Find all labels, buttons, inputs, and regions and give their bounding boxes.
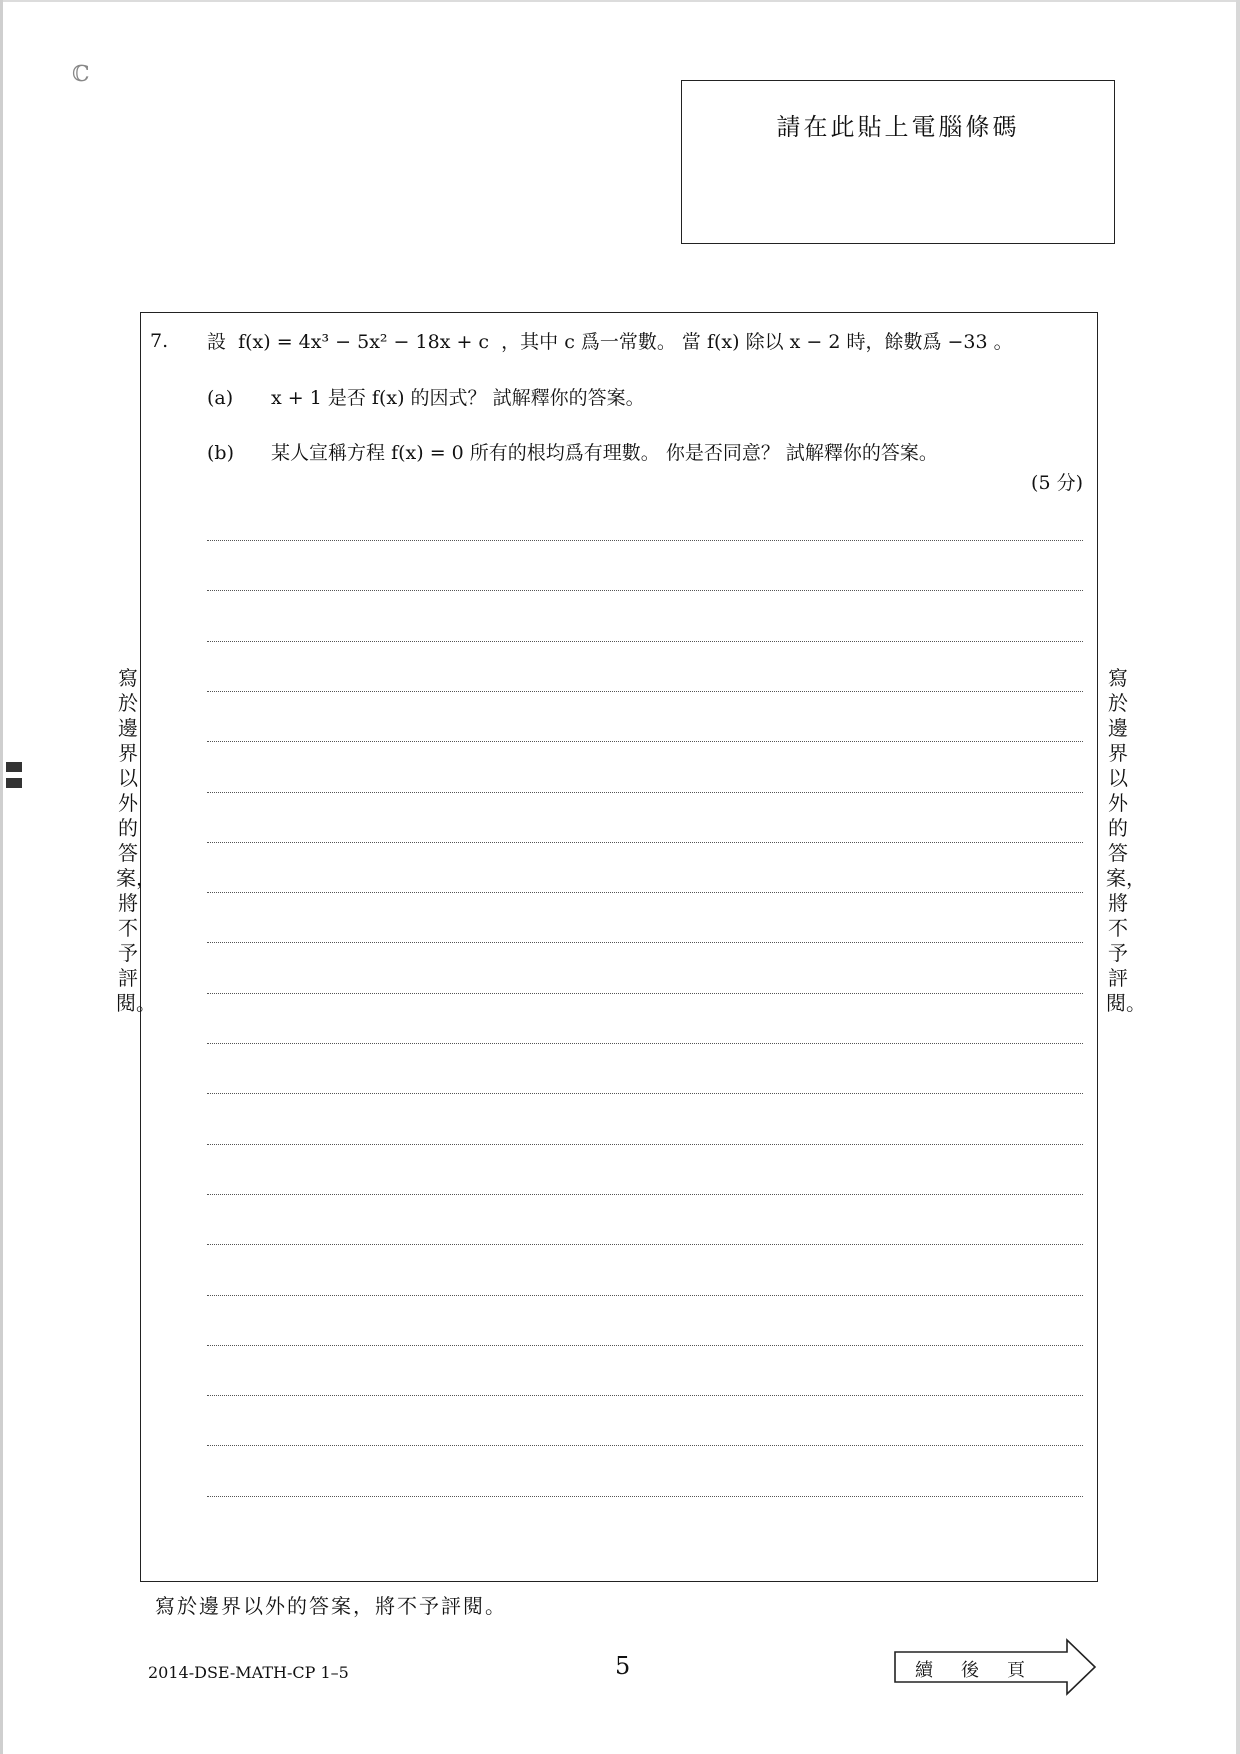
scan-edge-right <box>1236 0 1240 1754</box>
answer-line <box>207 1295 1083 1296</box>
corner-mark: ℂ <box>72 62 90 87</box>
paper-code: 2014-DSE-MATH-CP 1–5 <box>148 1663 349 1682</box>
answer-line <box>207 1194 1083 1195</box>
question-part-a <box>207 383 645 410</box>
answer-line <box>207 1093 1083 1094</box>
question-number: 7. <box>150 330 169 352</box>
scan-edge-top <box>0 0 1240 2</box>
answer-line <box>207 741 1083 742</box>
answer-box <box>140 312 1098 1582</box>
answer-line <box>207 792 1083 793</box>
answer-line <box>207 691 1083 692</box>
marks-allocation: (5 分) <box>1031 472 1083 494</box>
answer-line <box>207 1345 1083 1346</box>
stem-condition: ，其中 c 爲一常數。 當 f(x) 除以 x − 2 時，餘數爲 −33 。 <box>501 331 1013 353</box>
side-note-right: 寫於邊界以外的答案，將不予評閱。 <box>1106 666 1146 1015</box>
stem-intro: 設 <box>207 331 227 353</box>
continue-label: 續後頁 <box>915 1660 1053 1681</box>
scan-edge-left <box>0 0 3 1754</box>
answer-line <box>207 540 1083 541</box>
part-text: x + 1 是否 f(x) 的因式？ 試解釋你的答案。 <box>271 387 645 409</box>
binding-mark <box>6 762 22 772</box>
barcode-box <box>681 80 1115 244</box>
part-tag: (b) <box>207 442 234 464</box>
answer-line <box>207 942 1083 943</box>
answer-line <box>207 842 1083 843</box>
answer-line <box>207 1244 1083 1245</box>
question-stem <box>207 327 1013 354</box>
question-part-b <box>207 438 938 465</box>
continue-arrow <box>893 1638 1099 1696</box>
barcode-label: 請在此貼上電腦條碼 <box>776 113 1020 141</box>
binding-mark <box>6 778 22 788</box>
answer-line <box>207 641 1083 642</box>
answer-line <box>207 1395 1083 1396</box>
answer-line <box>207 892 1083 893</box>
answer-line <box>207 1496 1083 1497</box>
page-number: 5 <box>615 1652 631 1680</box>
answer-line <box>207 1043 1083 1044</box>
part-tag: (a) <box>207 387 234 409</box>
part-text: 某人宣稱方程 f(x) = 0 所有的根均爲有理數。 你是否同意？ 試解釋你的答案。 <box>271 442 938 464</box>
side-note-left: 寫於邊界以外的答案，將不予評閱。 <box>116 666 156 1015</box>
footer-note: 寫於邊界以外的答案，將不予評閱。 <box>155 1594 507 1618</box>
stem-function: f(x) = 4x³ − 5x² − 18x + c <box>238 331 490 353</box>
binding-marks <box>6 762 24 794</box>
answer-line <box>207 993 1083 994</box>
answer-line <box>207 590 1083 591</box>
answer-line <box>207 1144 1083 1145</box>
answer-line <box>207 1445 1083 1446</box>
